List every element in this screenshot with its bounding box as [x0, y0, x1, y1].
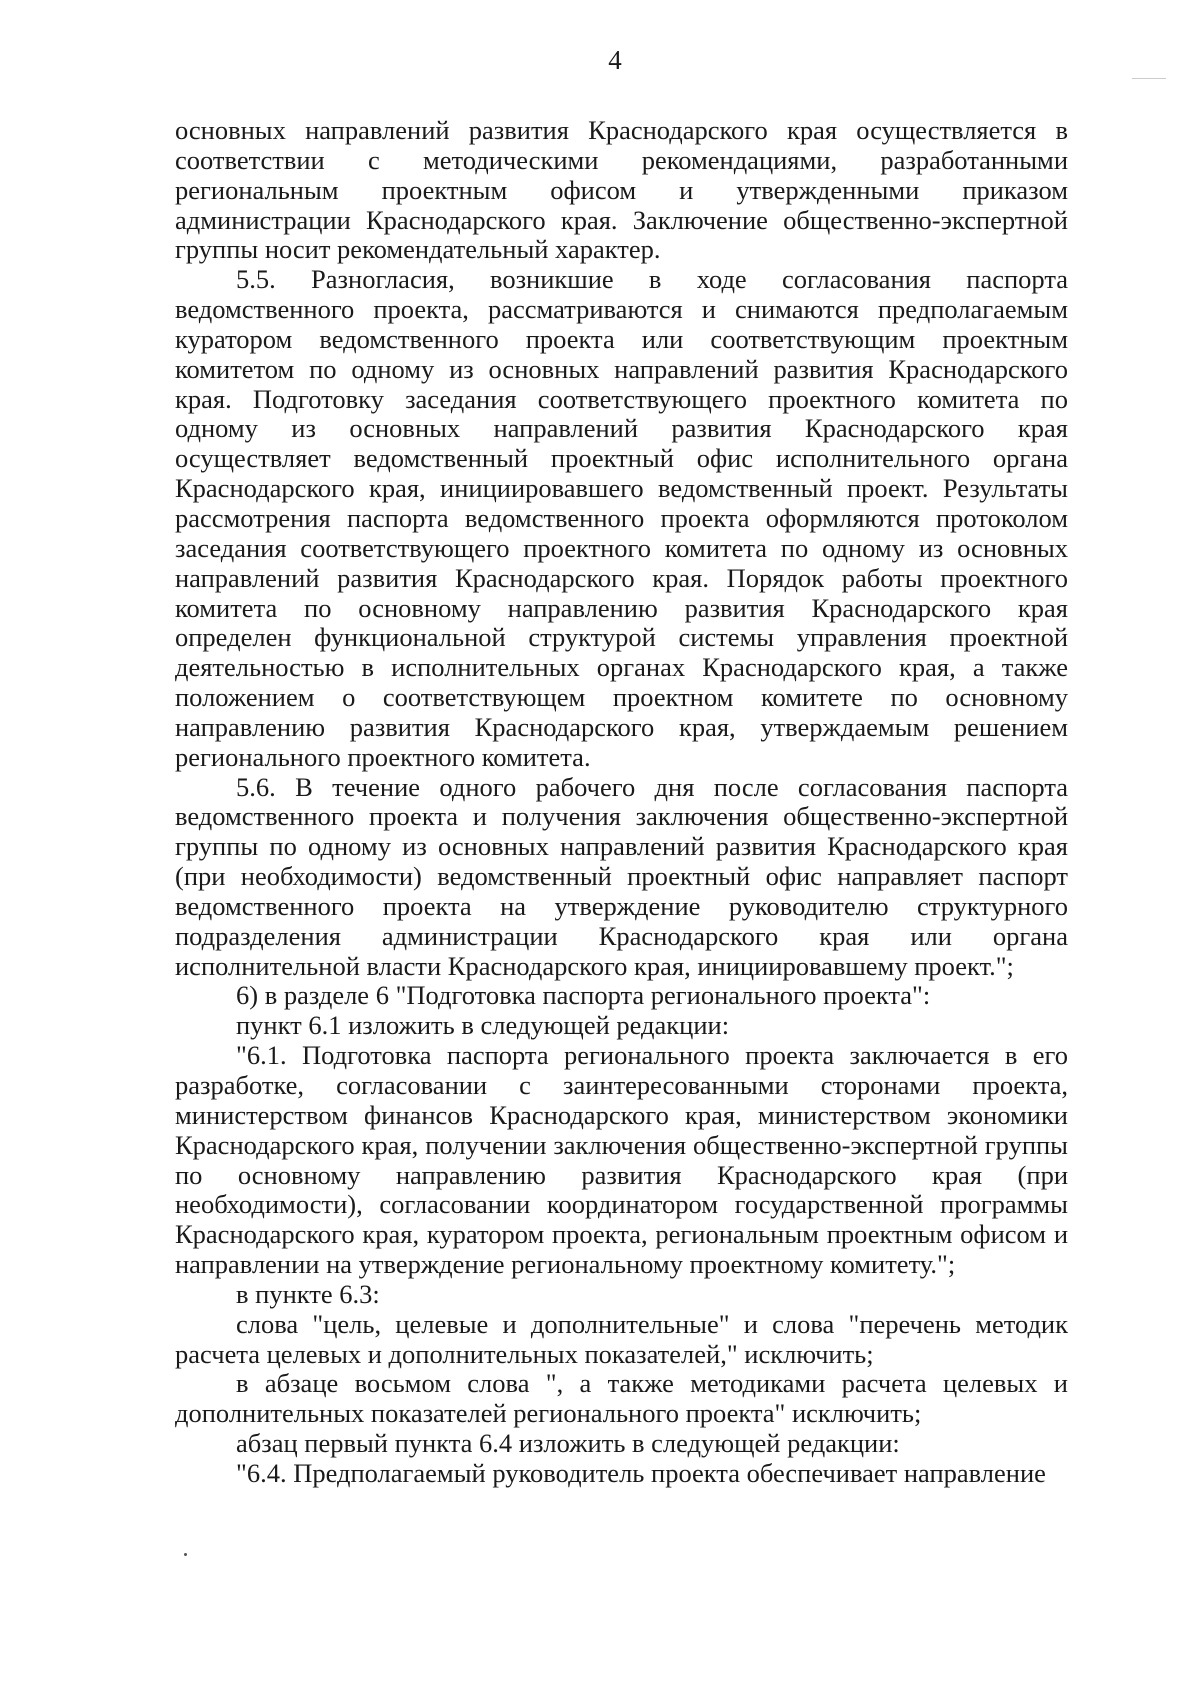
paragraph-continuation: основных направлений развития Краснодарского края осуществляется в соответствии с методическими рекомендациями, разработанными региональным проектным офисом и утвержденными приказом администрации Краснодарского края. Заключение общественно-экспертной группы носит рекомендательный характер.: [175, 115, 1068, 265]
page-number: 4: [608, 45, 622, 75]
document-body: [175, 116, 1068, 1489]
paragraph-6-4: "6.4. Предполагаемый руководитель проекта обеспечивает направление: [236, 1457, 1046, 1488]
scan-artifact: [1132, 78, 1166, 79]
paragraph-6-1: "6.1. Подготовка паспорта регионального проекта заключается в его разработке, согласовании с заинтересованными сторонами проекта, министерством финансов Краснодарского края, министерством экономики Краснодарского края, получении заключения общественно-экспертной группы по основному направлению развития Краснодарского края (при необходимости), согласовании координатором государственной программы Краснодарского края, куратором проекта, региональным проектным офисом и направлении на утверждение региональному проектному комитету.";: [175, 1040, 1068, 1280]
paragraph-6-3-words: слова "цель, целевые и дополнительные" и слова "перечень методик расчета целевых и дополнительных показателей," исключить;: [175, 1308, 1068, 1369]
scan-artifact: [184, 1553, 187, 1556]
paragraph-6-3-intro: в пункте 6.3:: [236, 1278, 380, 1309]
paragraph-6-3-eighth: в абзаце восьмом слова ", а также методиками расчета целевых и дополнительных показателей регионального проекта" исключить;: [175, 1368, 1068, 1429]
paragraph-6-4-intro: абзац первый пункта 6.4 изложить в следующей редакции:: [236, 1428, 900, 1459]
paragraph-6-1-intro: пункт 6.1 изложить в следующей редакции:: [236, 1010, 730, 1041]
paragraph-5-5: 5.5. Разногласия, возникшие в ходе согласования паспорта ведомственного проекта, рассматриваются и снимаются предполагаемым куратором ведомственного проекта или соответствующим проектным комитетом по одному из основных направлений развития Краснодарского края. Подготовку заседания соответствующего проектного комитета по одному из основных направлений развития Краснодарского края осуществляет ведомственный проектный офис исполнительного органа Краснодарского края, инициировавшего ведомственный проект. Результаты рассмотрения паспорта ведомственного проекта оформляются протоколом заседания соответствующего проектного комитета по одному из основных направлений развития Краснодарского края. Порядок работы проектного комитета по основному направлению развития Краснодарского края определен функциональной структурой системы управления проектной деятельностью в исполнительных органах Краснодарского края, а также положением о соответствующем проектном комитете по основному направлению развития Краснодарского края, утверждаемым решением регионального проектного комитета.: [175, 264, 1068, 772]
paragraph-5-6: 5.6. В течение одного рабочего дня после согласования паспорта ведомственного проекта и получения заключения общественно-экспертной группы по одному из основных направлений развития Краснодарского края (при необходимости) ведомственный проектный офис направляет паспорт ведомственного проекта на утверждение руководителю структурного подразделения администрации Краснодарского края или органа исполнительной власти Краснодарского края, инициировавшему проект.";: [175, 771, 1068, 981]
paragraph-section-6-heading: 6) в разделе 6 "Подготовка паспорта регионального проекта":: [236, 980, 931, 1011]
